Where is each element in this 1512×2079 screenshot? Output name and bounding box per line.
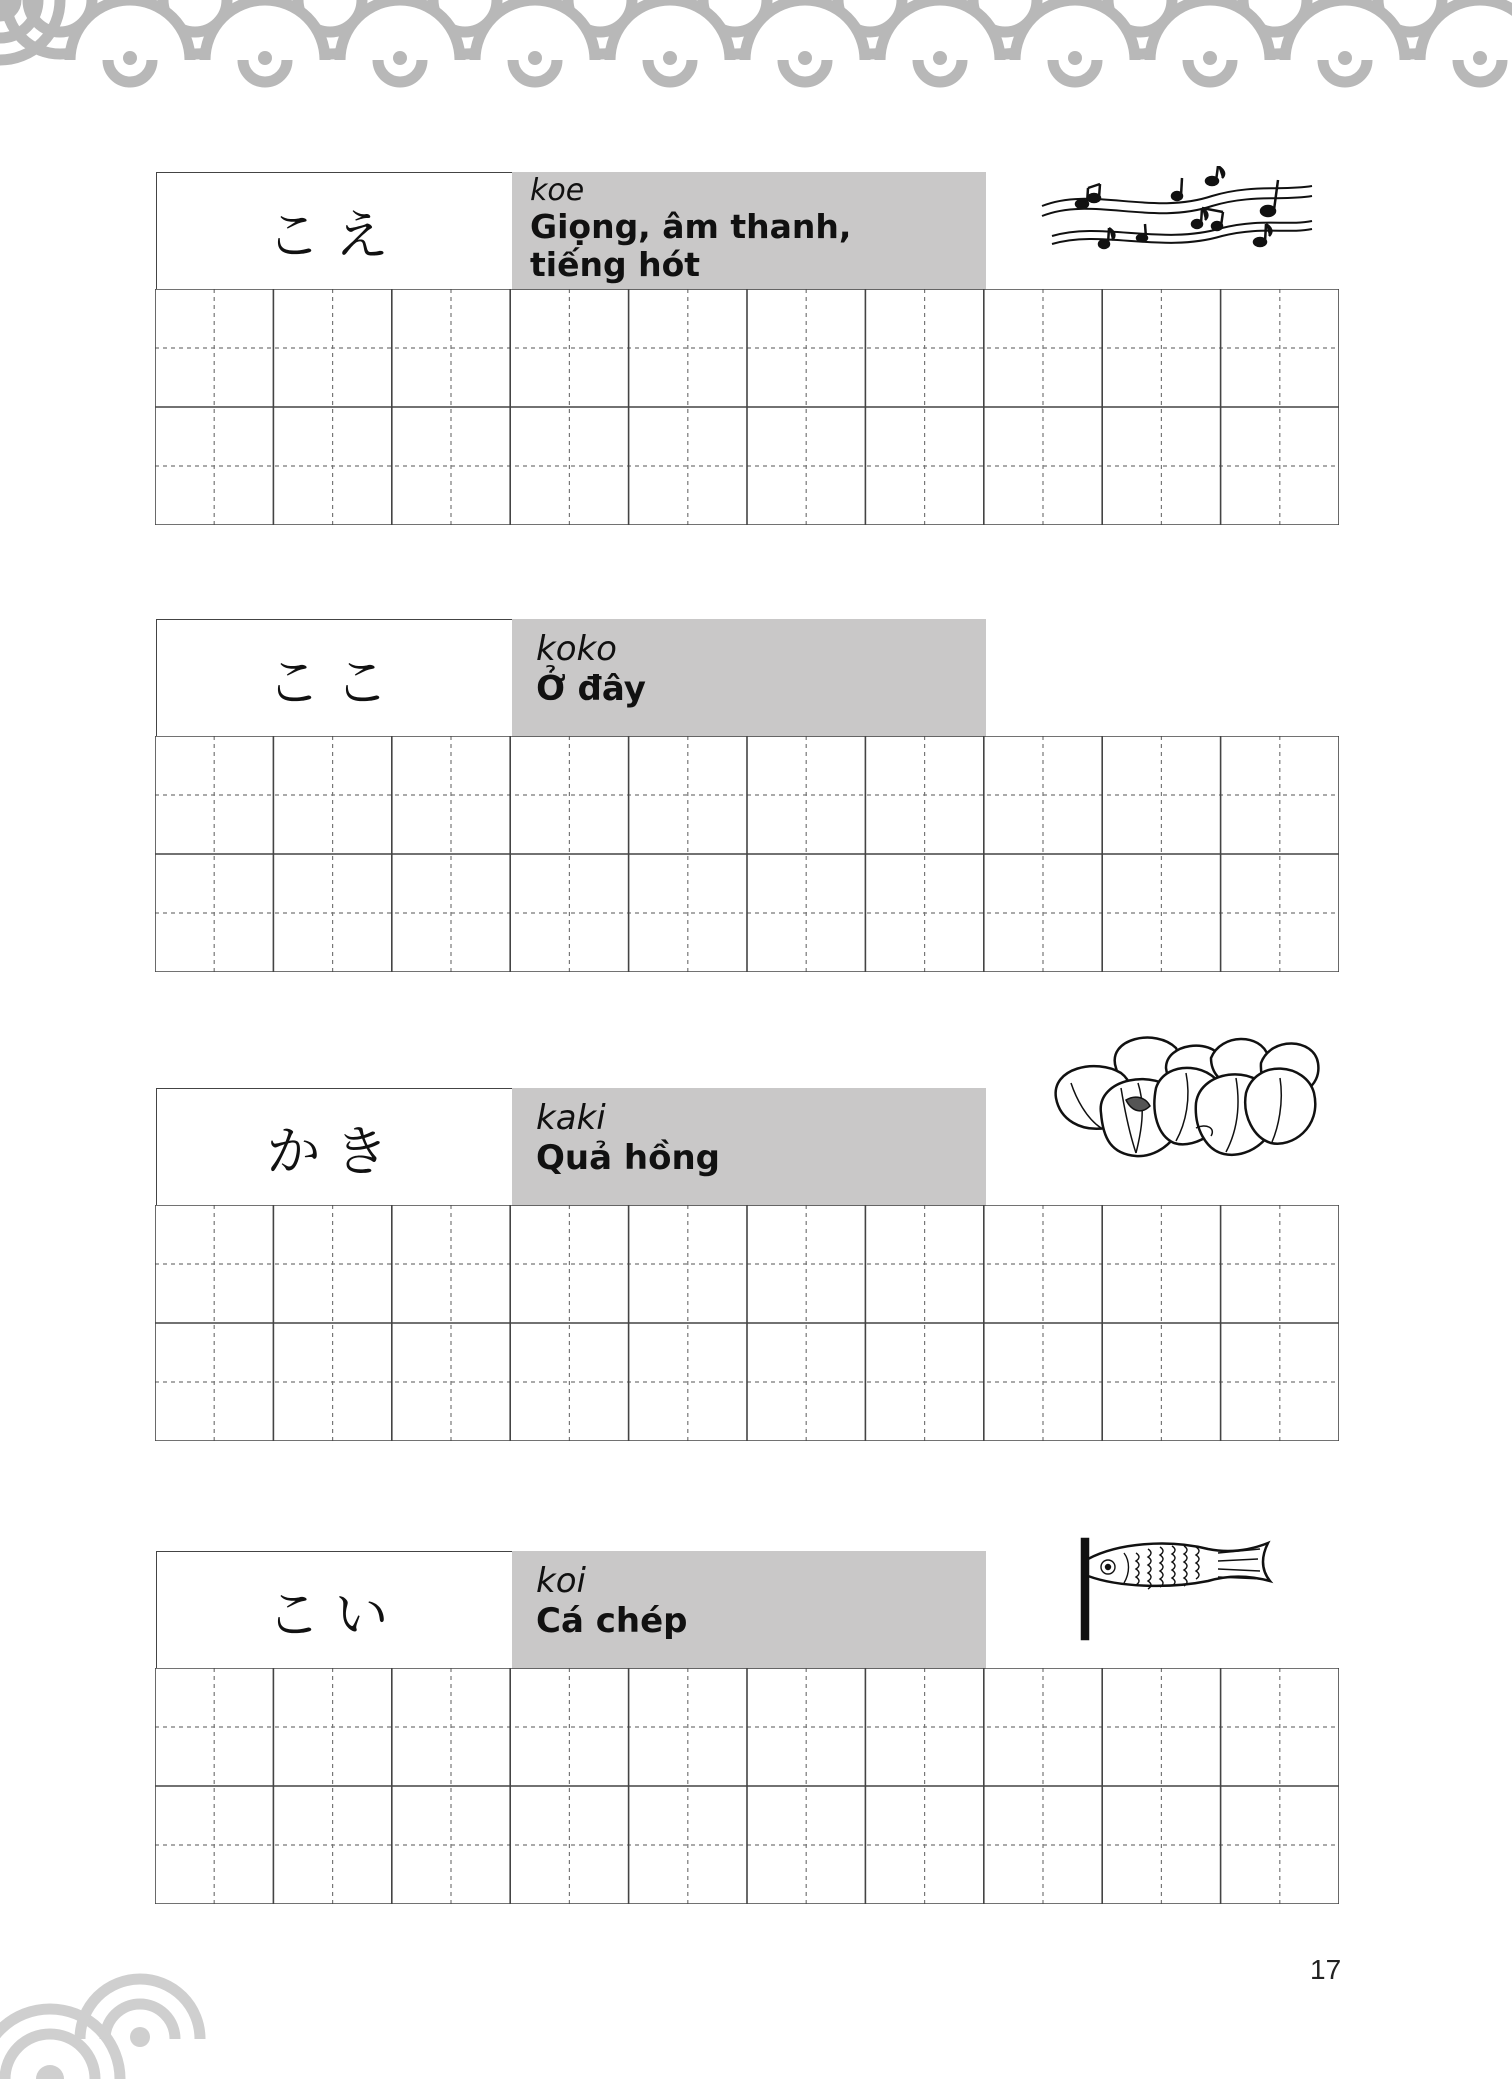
entry-header — [156, 172, 1340, 290]
grid-lines — [155, 1205, 1339, 1441]
entry-header — [156, 1551, 1340, 1669]
wave-pattern-top — [0, 0, 1512, 115]
koinobori-icon — [1078, 1531, 1278, 1641]
meaning-label — [512, 1551, 986, 1669]
grid-lines — [155, 1668, 1339, 1904]
meaning-label — [512, 619, 986, 737]
kana-word: こい — [156, 1551, 513, 1668]
meaning: Giọng, âm thanh, tiếng hót — [530, 207, 852, 284]
vocab-entry-koko — [156, 619, 1340, 973]
entry-header — [156, 1088, 1340, 1206]
entry-header — [156, 619, 1340, 737]
vocab-entry-kaki — [156, 1088, 1340, 1442]
practice-grid[interactable] — [156, 1206, 1340, 1442]
vocab-entry-koe — [156, 172, 1340, 526]
wave-pattern-bottom — [0, 1959, 220, 2079]
practice-grid[interactable] — [156, 290, 1340, 526]
meaning-label — [512, 1088, 986, 1206]
music-notes-icon — [1032, 166, 1318, 276]
romaji: kaki — [536, 1098, 606, 1138]
meaning: Cá chép — [536, 1601, 688, 1641]
page-number: 17 — [1310, 1954, 1342, 1985]
romaji: koi — [536, 1561, 586, 1601]
kana-word: かき — [156, 1088, 513, 1205]
practice-grid[interactable] — [156, 737, 1340, 973]
persimmons-icon — [1046, 1028, 1346, 1178]
practice-grid[interactable] — [156, 1669, 1340, 1905]
meaning: Ở đây — [536, 669, 646, 709]
kana-word: ここ — [156, 619, 513, 736]
romaji: koe — [530, 173, 585, 208]
kana-word: こえ — [156, 172, 513, 289]
meaning: Quả hồng — [536, 1138, 720, 1178]
grid-lines — [155, 289, 1339, 525]
romaji: koko — [536, 629, 617, 669]
meaning-label — [512, 172, 986, 290]
vocab-entry-koi — [156, 1551, 1340, 1905]
grid-lines — [155, 736, 1339, 972]
